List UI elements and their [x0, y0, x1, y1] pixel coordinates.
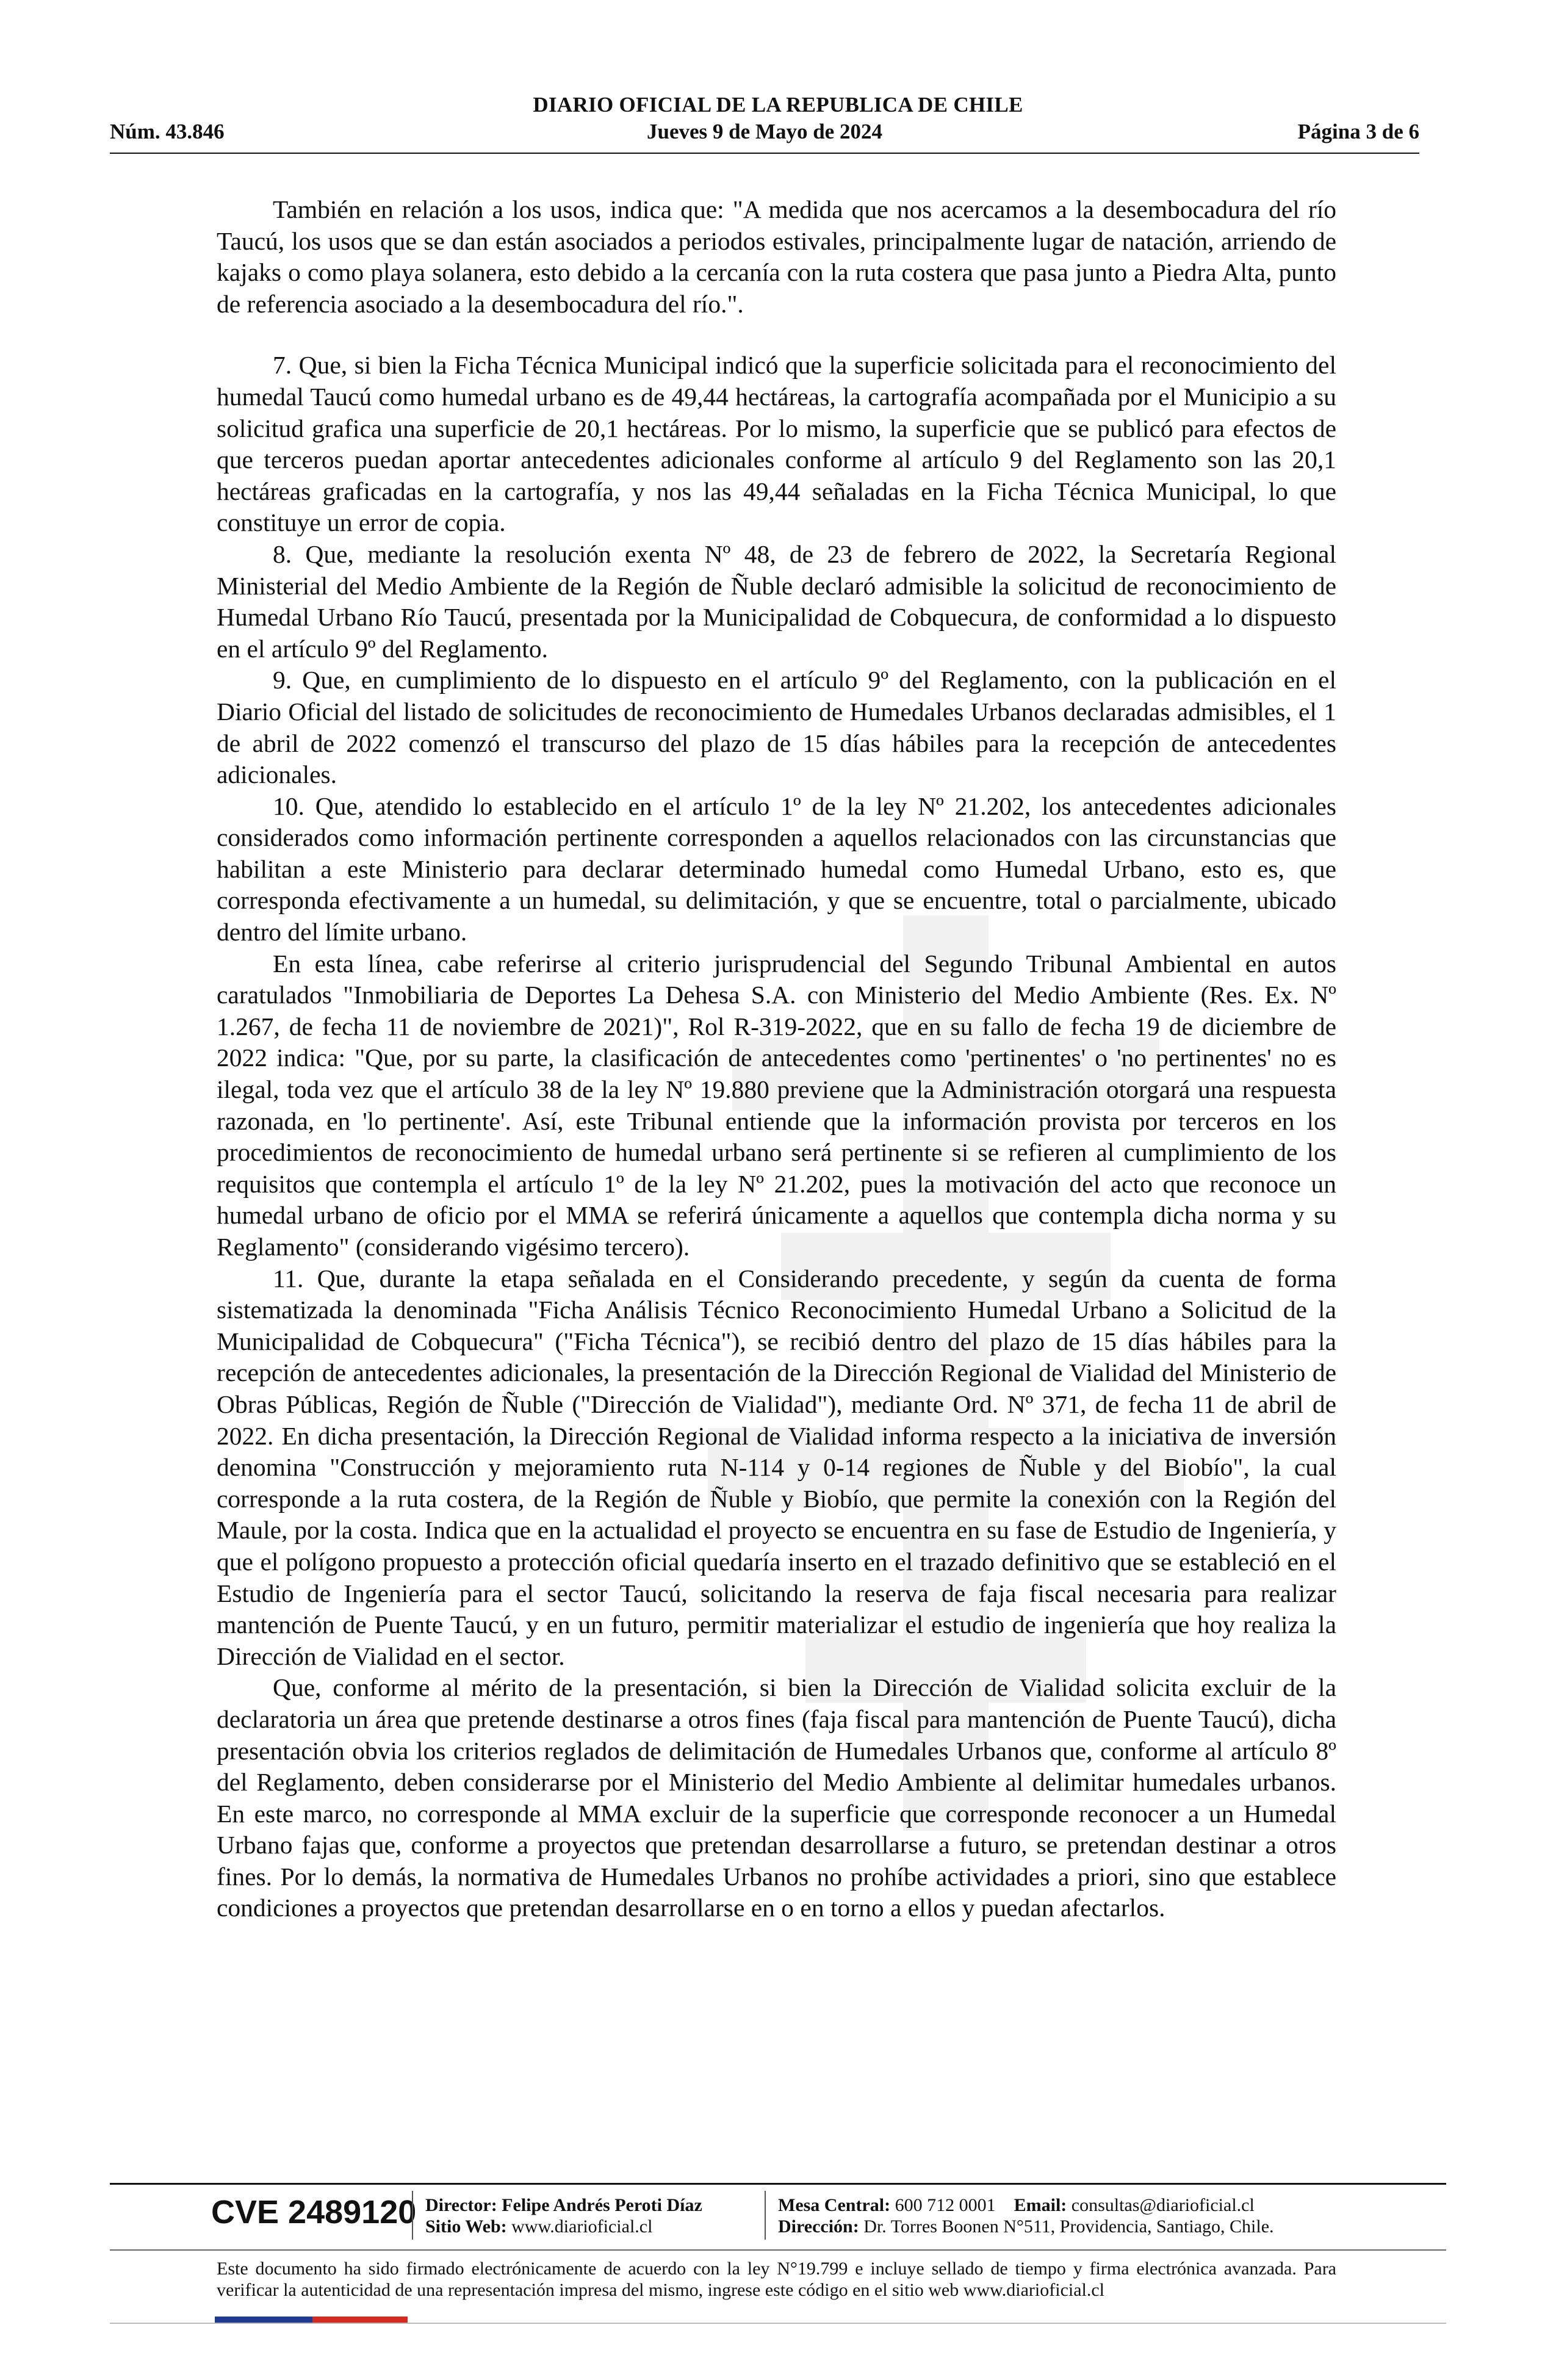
- address-label: Dirección:: [778, 2216, 859, 2237]
- phone-label: Mesa Central:: [778, 2195, 891, 2215]
- footer-separator: [412, 2191, 413, 2240]
- footer-divider-bottom: [110, 2323, 1446, 2324]
- director-name: Felipe Andrés Peroti Díaz: [502, 2195, 702, 2215]
- footer-divider-middle: [110, 2249, 1446, 2251]
- paragraph-9: 9. Que, en cumplimiento de lo dispuesto en el artículo 9º del Reglamento, con la publicación en el Diario Oficial del listado de solicitudes de reconocimiento de Humedales Urbanos declaradas admisibles, el 1 de abril de 2022 comenzó el transcurso del plazo de 15 días hábiles para la recepción de antecedentes adicionales.: [217, 666, 1336, 789]
- issue-date: Jueves 9 de Mayo de 2024: [647, 120, 882, 143]
- footer-separator: [765, 2191, 766, 2240]
- footer-divider-top: [110, 2183, 1446, 2185]
- email-label: Email:: [1014, 2195, 1067, 2215]
- legal-text: Este documento ha sido firmado electrónicamente de acuerdo con la ley N°19.799 e incluye sellado de tiempo y firma electrónica avanzada. Para verificar la autenticidad de una representación impresa del mismo, ingrese este código en el sitio web www.diarioficial.cl: [217, 2259, 1336, 2300]
- paragraph-usos: También en relación a los usos, indica que: "A medida que nos acercamos a la desembocadura del río Taucú, los usos que se dan están asociados a periodos estivales, principalmente lugar de natación, arriendo de kajaks o como playa solanera, esto debido a la cercanía con la ruta costera que pasa junto a Piedra Alta, punto de referencia asociado a la desembocadura del río.".: [217, 195, 1336, 318]
- header-divider: [110, 153, 1419, 154]
- footer-contact-block: [778, 2194, 1274, 2237]
- page-indicator: Página 3 de 6: [1297, 120, 1419, 143]
- phone-value: 600 712 0001: [895, 2195, 996, 2215]
- newspaper-title: DIARIO OFICIAL DE LA REPUBLICA DE CHILE: [533, 93, 1023, 117]
- paragraph-11: 11. Que, durante la etapa señalada en el Considerando precedente, y según da cuenta de forma sistematizada la denominada "Ficha Análisis Técnico Reconocimiento Humedal Urbano a Solicitud de la Municipalidad de Cobquecura" ("Ficha Técnica"), se recibió dentro del plazo de 15 días hábiles para la recepción de antecedentes adicionales, la presentación de la Dirección Regional de Vialidad del Ministerio de Obras Públicas, Región de Ñuble ("Dirección de Vialidad"), mediante Ord. Nº 371, de fecha 11 de abril de 2022. En dicha presentación, la Dirección Regional de Vialidad informa respecto a la iniciativa de inversión denomina "Construcción y mejoramiento ruta N-114 y 0-14 regiones de Ñuble y del Biobío", la cual corresponde a la ruta costera, de la Región de Ñuble y Biobío, que permite la conexión con la Región del Maule, por la costa. Indica que en la actualidad el proyecto se encuentra en su fase de Estudio de Ingeniería, y que el polígono propuesto a protección oficial quedaría inserto en el trazado definitivo que se estableció en el Estudio de Ingeniería para el sector Taucú, solicitando la reserva de faja fiscal necesaria para realizar mantención de Puente Taucú, y en un futuro, permitir materializar el estudio de ingeniería que hoy realiza la Dirección de Vialidad en el sector.: [217, 1264, 1336, 1670]
- director-label: Director:: [425, 2195, 497, 2215]
- email-link[interactable]: consultas@diarioficial.cl: [1071, 2195, 1255, 2215]
- paragraph-10: 10. Que, atendido lo establecido en el artículo 1º de la ley Nº 21.202, los antecedentes adicionales considerados como información pertinente corresponden a aquellos relacionados con las circunstancias que habilitan a este Ministerio para declarar determinado humedal como Humedal Urbano, esto es, que corresponda efectivamente a un humedal, su delimitación, y que se encuentre, total o parcialmente, ubicado dentro del límite urbano.: [217, 792, 1336, 947]
- header-row: [110, 120, 1419, 146]
- paragraph-8: 8. Que, mediante la resolución exenta Nº 48, de 23 de febrero de 2022, la Secretaría Regional Ministerial del Medio Ambiente de la Región de Ñuble declaró admisible la solicitud de reconocimiento de Humedal Urbano Río Taucú, presentada por la Municipalidad de Cobquecura, de conformidad a lo dispuesto en el artículo 9º del Reglamento.: [217, 539, 1336, 663]
- issue-number: Núm. 43.846: [110, 120, 225, 143]
- paragraph-jurisprudencia: En esta línea, cabe referirse al criterio jurisprudencial del Segundo Tribunal Ambiental en autos caratulados "Inmobiliaria de Deportes La Dehesa S.A. con Ministerio del Medio Ambiente (Res. Ex. Nº 1.267, de fecha 11 de noviembre de 2021)", Rol R-319-2022, que en su fallo de fecha 19 de diciembre de 2022 indica: "Que, por su parte, la clasificación de antecedentes como 'pertinentes' o 'no pertinentes' no es ilegal, toda vez que el artículo 38 de la ley Nº 19.880 previene que la Administración otorgará una respuesta razonada, en 'lo pertinente'. Así, este Tribunal entiende que la información provista por terceros en los procedimientos de reconocimiento de humedal urbano será pertinente si se refieren al cumplimiento de los requisitos que contempla el artículo 1º de la ley Nº 21.202, pues la motivación del acto que reconoce un humedal urbano de oficio por el MMA se referirá únicamente a aquellos que contempla dicha norma y su Reglamento" (considerando vigésimo tercero).: [217, 949, 1336, 1261]
- footer-director-block: [425, 2194, 702, 2237]
- document-body: [217, 194, 1336, 1924]
- website-label: Sitio Web:: [425, 2216, 507, 2237]
- legal-notice: [217, 2258, 1336, 2301]
- address-value: Dr. Torres Boonen N°511, Providencia, Santiago, Chile.: [863, 2216, 1274, 2237]
- cve-code: CVE 2489120: [211, 2194, 417, 2230]
- website-link[interactable]: www.diarioficial.cl: [511, 2216, 653, 2237]
- paragraph-merito: Que, conforme al mérito de la presentación, si bien la Dirección de Vialidad solicita excluir de la declaratoria un área que pretende destinarse a otros fines (faja fiscal para mantención de Puente Taucú), dicha presentación obvia los criterios reglados de delimitación de Humedales Urbanos que, conforme al artículo 8º del Reglamento, deben considerarse por el Ministerio del Medio Ambiente al delimitar humedales urbanos. En este marco, no corresponde al MMA excluir de la superficie que corresponde reconocer a un Humedal Urbano fajas que, conforme a proyectos que pretendan desarrollarse a futuro, se pretendan destinar a otros fines. Por lo demás, la normativa de Humedales Urbanos no prohíbe actividades a priori, sino que establece condiciones a proyectos que pretendan desarrollarse en o en torno a ellos y puedan afectarlos.: [217, 1673, 1336, 1922]
- paragraph-7: 7. Que, si bien la Ficha Técnica Municipal indicó que la superficie solicitada para el reconocimiento del humedal Taucú como humedal urbano es de 49,44 hectáreas, la cartografía acompañada por el Municipio a su solicitud grafica una superficie de 20,1 hectáreas. Por lo mismo, la superficie que se publicó para efectos de que terceros puedan aportar antecedentes adicionales conforme al artículo 9 del Reglamento son las 20,1 hectáreas graficadas en la cartografía, y nos las 49,44 señaladas en la Ficha Técnica Municipal, lo que constituye un error de copia.: [217, 351, 1336, 537]
